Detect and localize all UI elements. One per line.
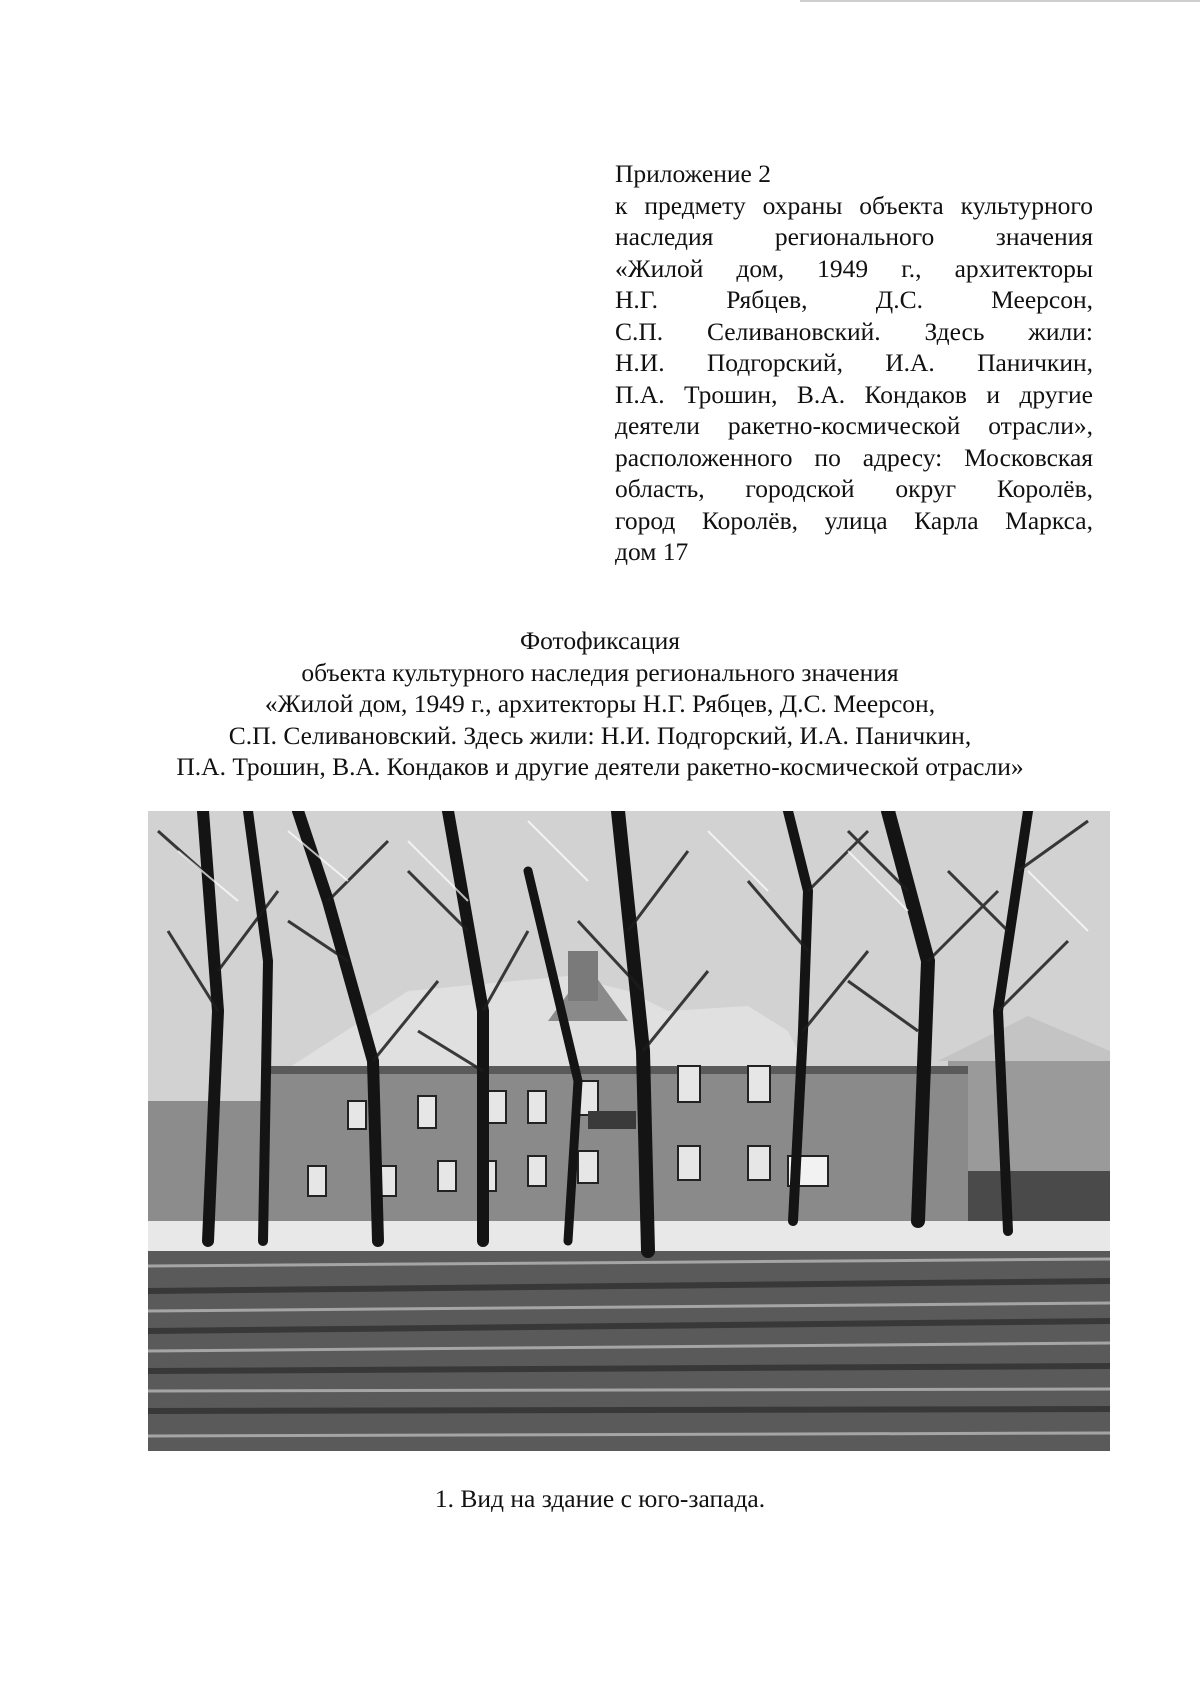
appendix-line: область, городской округ Королёв, [615,474,1093,503]
building-photo-illustration [148,811,1110,1451]
appendix-line: Н.Г. Рябцев, Д.С. Меерсон, [615,285,1093,314]
appendix-line: деятели ракетно-космической отрасли», [615,411,1093,440]
appendix-line: наследия регионального значения [615,222,1093,251]
appendix-line: город Королёв, улица Карла Маркса, [615,505,1093,535]
appendix-note [615,158,1093,568]
photo-caption: 1. Вид на здание с юго-запада. [434,1484,766,1513]
appendix-line: Приложение 2 [615,159,771,188]
heading-line: объекта культурного наследия регионального значения [301,657,899,687]
appendix-line: расположенного по адресу: Московская [615,442,1093,472]
building-photo [148,811,1110,1451]
scan-edge-line [800,0,1200,2]
heading-title: Фотофиксация [519,626,680,655]
heading-line: П.А. Трошин, В.А. Кондаков и другие деятели ракетно-космической отрасли» [176,752,1024,782]
heading-line: «Жилой дом, 1949 г., архитекторы Н.Г. Рябцев, Д.С. Меерсон, [264,689,936,719]
heading-line: С.П. Селивановский. Здесь жили: Н.И. Подгорский, И.А. Паничкин, [228,720,972,750]
photo-heading [100,625,1100,783]
appendix-line: дом 17 [615,537,689,566]
appendix-line: П.А. Трошин, В.А. Кондаков и другие [615,379,1093,409]
appendix-line: к предмету охраны объекта культурного [615,190,1093,220]
appendix-line: С.П. Селивановский. Здесь жили: [615,316,1093,346]
appendix-line: Н.И. Подгорский, И.А. Паничкин, [615,348,1093,377]
appendix-line: «Жилой дом, 1949 г., архитекторы [615,253,1093,283]
